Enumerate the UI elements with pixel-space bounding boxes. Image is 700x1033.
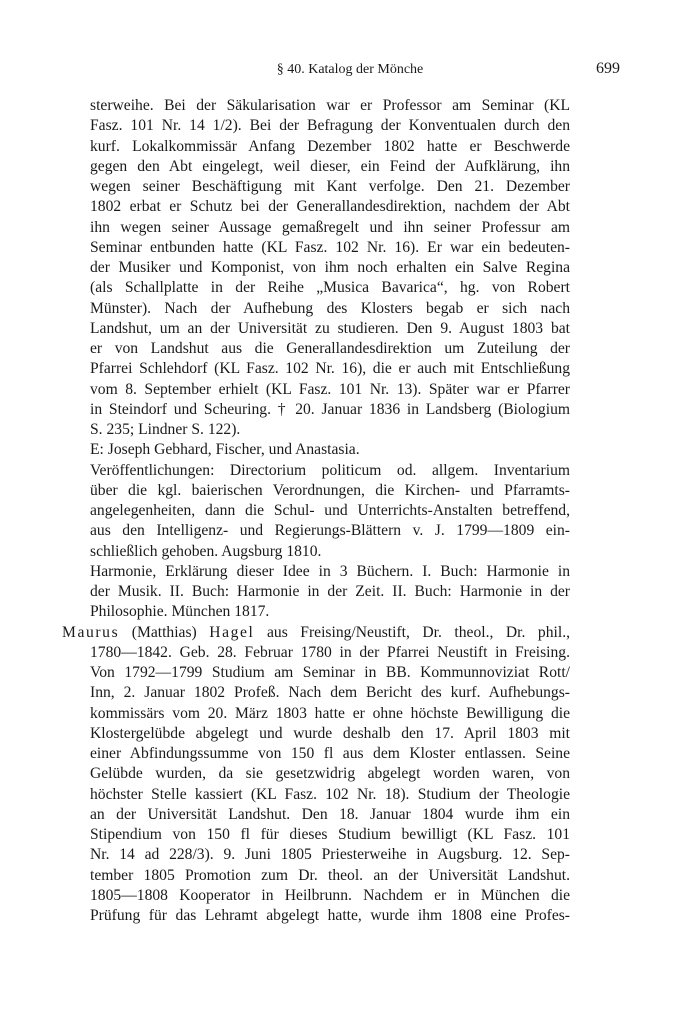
entry-baptismal-name: (Matthias) bbox=[119, 623, 210, 641]
parents-line: E: Joseph Gebhard, Fischer, und Anastasia. bbox=[90, 441, 360, 459]
text-line: ihn wegen seiner Aussage gemaßregelt und ihn seiner Professur am bbox=[90, 218, 570, 236]
text-line: der Musiker und Komponist, von ihm noch erhalten ein Salve Regina bbox=[90, 259, 570, 276]
text-line: Philosophie. München 1817. bbox=[90, 603, 270, 621]
text-line: vom 8. September erhielt (KL Fasz. 101 Nr. 13). Später war er Pfarrer bbox=[90, 380, 570, 398]
text-line: Prüfung für das Lehramt abgelegt hatte, wurde ihm 1808 eine Profes- bbox=[90, 907, 570, 924]
text-line: schließlich gehoben. Augsburg 1810. bbox=[90, 542, 322, 560]
text-line: in Steindorf und Scheuring. † 20. Januar 1836 in Landsberg (Biologium bbox=[90, 400, 570, 418]
publications-line: Veröffentlichungen: Directorium politicum od. allgem. Inventarium bbox=[90, 461, 570, 479]
text-line: an der Universität Landshut. Den 18. Januar 1804 wurde ihm ein bbox=[90, 805, 570, 823]
text-line: Klostergelübde abgelegt und wurde deshalb den 17. April 1803 mit bbox=[90, 724, 570, 742]
text-line: Inn, 2. Januar 1802 Profeß. Nach dem Bericht des kurf. Aufhebungs- bbox=[90, 684, 570, 702]
page-number: 699 bbox=[596, 60, 620, 77]
text-line: einer Abfindungssumme von 150 fl aus dem Kloster entlassen. Seine bbox=[90, 745, 570, 762]
continued-entry bbox=[62, 96, 570, 623]
text-line: über die kgl. baierischen Verordnungen, die Kirchen- und Pfarramts- bbox=[90, 481, 570, 499]
text-line: Gelübde wurden, da sie gesetzwidrig abgelegt worden waren, von bbox=[90, 765, 570, 783]
text-line: 1805—1808 Kooperator in Heilbrunn. Nachdem er in München die bbox=[90, 886, 570, 904]
text-line: Harmonie, Erklärung dieser Idee in 3 Büchern. I. Buch: Harmonie in bbox=[90, 562, 570, 580]
monk-entry-hagel bbox=[62, 623, 570, 927]
text-line: angelegenheiten, dann die Schul- und Unterrichts-Anstalten betreffend, bbox=[90, 502, 570, 519]
entry-surname: Hagel bbox=[209, 623, 255, 641]
entry-heading-tail: aus Freising/Neustift, Dr. theol., Dr. phil., bbox=[254, 623, 570, 641]
text-line: Landshut, um an der Universität zu studieren. Den 9. August 1803 bat bbox=[90, 319, 570, 337]
text-line: er von Landshut aus die Generallandesdirektion um Zuteilung der bbox=[90, 340, 570, 357]
text-line: Fasz. 101 Nr. 14 1/2). Bei der Befragung der Konventualen durch den bbox=[90, 117, 570, 135]
text-line: tember 1805 Promotion zum Dr. theol. an der Universität Landshut. bbox=[90, 866, 570, 884]
text-line: kurf. Lokalkommissär Anfang Dezember 1802 hatte er Beschwerde bbox=[90, 137, 570, 155]
text-line: Pfarrei Schlehdorf (KL Fasz. 102 Nr. 16), die er auch mit Entschließung bbox=[90, 360, 570, 378]
running-head-title: § 40. Katalog der Mönche bbox=[276, 62, 424, 77]
text-line: Seminar entbunden hatte (KL Fasz. 102 Nr. 16). Er war ein bedeuten- bbox=[90, 238, 570, 256]
text-line: 1802 erbat er Schutz bei der Generallandesdirektion, nachdem der Abt bbox=[90, 198, 570, 216]
text-line: wegen seiner Beschäftigung mit Kant verfolge. Den 21. Dezember bbox=[90, 178, 570, 195]
text-line: (als Schallplatte in der Reihe „Musica Bavarica“, hg. von Robert bbox=[90, 279, 570, 297]
body-text bbox=[62, 96, 570, 926]
text-line: Stipendium von 150 fl für dieses Studium bewilligt (KL Fasz. 101 bbox=[90, 826, 570, 843]
text-line: aus den Intelligenz- und Regierungs-Blättern v. J. 1799—1809 ein- bbox=[90, 522, 570, 540]
text-line: S. 235; Lindner S. 122). bbox=[90, 421, 241, 438]
text-line: Von 1792—1799 Studium am Seminar in BB. Kommunnoviziat Rott/ bbox=[90, 664, 570, 681]
running-head bbox=[80, 60, 620, 80]
text-line: gegen den Abt eingelegt, weil dieser, ein Feind der Aufklärung, ihn bbox=[90, 157, 570, 175]
text-line: höchster Stelle kassiert (KL Fasz. 102 Nr. 18). Studium der Theologie bbox=[90, 785, 570, 803]
entry-heading-line bbox=[62, 623, 570, 643]
text-line: sterweihe. Bei der Säkularisation war er Professor am Seminar (KL bbox=[90, 97, 570, 114]
text-line: kommissärs vom 20. März 1803 hatte er ohne höchste Bewilligung die bbox=[90, 704, 570, 722]
text-line: Nr. 14 ad 228/3). 9. Juni 1805 Priesterweihe in Augsburg. 12. Sep- bbox=[90, 846, 570, 864]
text-line: der Musik. II. Buch: Harmonie in der Zeit. II. Buch: Harmonie in der bbox=[90, 583, 570, 600]
entry-first-name: Maurus bbox=[62, 623, 120, 641]
text-line: 1780—1842. Geb. 28. Februar 1780 in der Pfarrei Neustift in Freising. bbox=[90, 643, 570, 661]
text-line: Münster). Nach der Aufhebung des Klosters begab er sich nach bbox=[90, 299, 570, 317]
